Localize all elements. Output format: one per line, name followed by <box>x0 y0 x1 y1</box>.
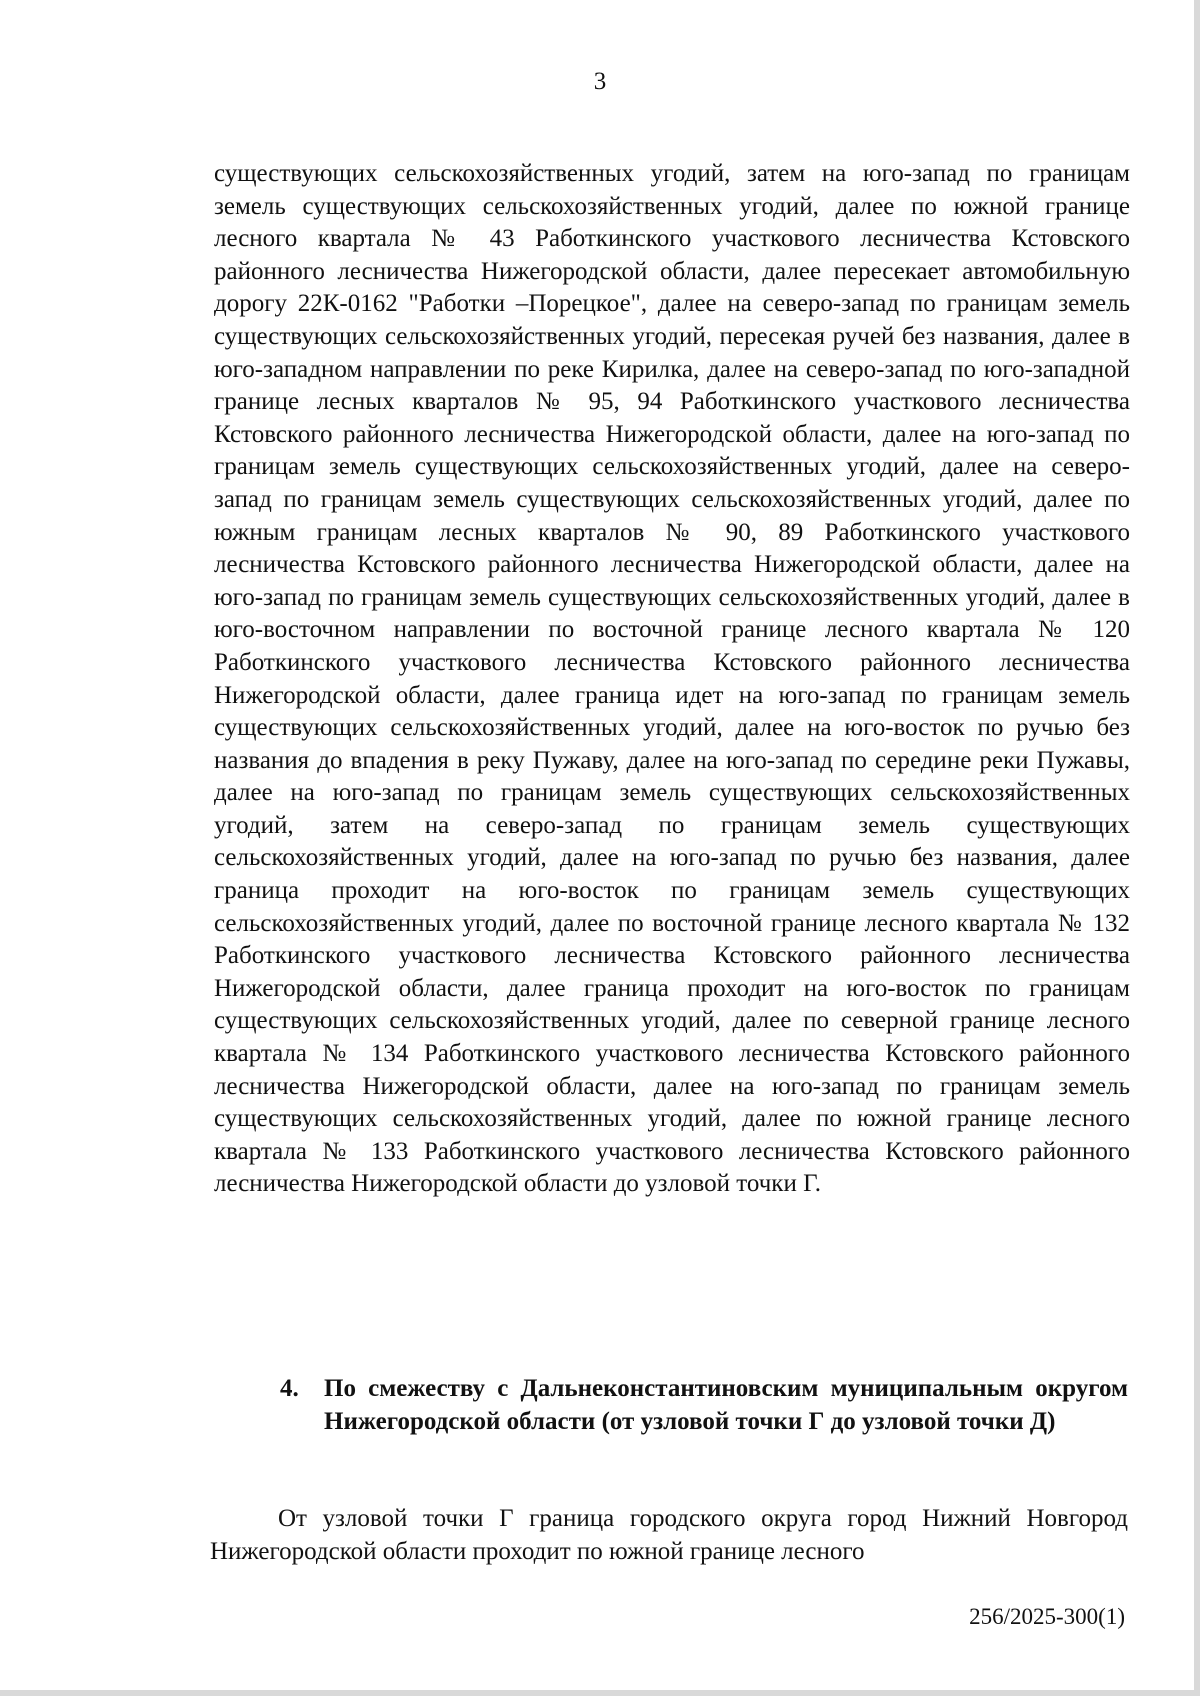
section-intro-paragraph: От узловой точки Г граница городского округа город Нижний Новгород Нижегородской области проходит по южной границе лесного <box>210 1505 1128 1565</box>
document-code: 256/2025-300(1) <box>969 1604 1125 1629</box>
scan-edge-right <box>1194 0 1200 1696</box>
page-number: 3 <box>593 68 607 95</box>
boundary-description-paragraph: существующих сельскохозяйственных угодий, затем на юго-запад по границам земель существующих сельскохозяйственных угодий, далее по южной границе лесного квартала № 43 Работкинского участкового лесничества Кстовского районного лесничества Нижегородской области, далее пересекает автомобильную дорогу 22К-0162 "Работки –Порецкое", далее на северо-запад по границам земель существующих сельскохозяйственных угодий, пересекая ручей без названия, далее в юго-западном направлении по реке Кирилка, далее на северо-запад по юго-западной границе лесных кварталов № 95, 94 Работкинского участкового лесничества Кстовского районного лесничества Нижегородской области, далее на юго-запад по границам земель существующих сельскохозяйственных угодий, далее на северо-запад по границам земель существующих сельскохозяйственных угодий, далее по южным границам лесных кварталов № 90, 89 Работкинского участкового лесничества Кстовского районного лесничества Нижегородской области, далее на юго-запад по границам земель существующих сельскохозяйственных угодий, далее в юго-восточном направлении по восточной границе лесного квартала № 120 Работкинского участкового лесничества Кстовского районного лесничества Нижегородской области, далее граница идет на юго-запад по границам земель существующих сельскохозяйственных угодий, далее на юго-восток по ручью без названия до впадения в реку Пужаву, далее на юго-запад по середине реки Пужавы, далее на юго-запад по границам земель существующих сельскохозяйственных угодий, затем на северо-запад по границам земель существующих сельскохозяйственных угодий, далее на юго-запад по ручью без названия, далее граница проходит на юго-восток по границам земель существующих сельскохозяйственных угодий, далее по восточной границе лесного квартала № 132 Работкинского участкового лесничества Кстовского районного лесничества Нижегородской области, далее граница проходит на юго-восток по границам существующих сельскохозяйственных угодий, далее по северной границе лесного квартала № 134 Работкинского участкового лесничества Кстовского районного лесничества Нижегородской области, далее на юго-запад по границам земель существующих сельскохозяйственных угодий, далее по южной границе лесного квартала № 133 Работкинского участкового лесничества Кстовского районного лесничества Нижегородской области до узловой точки Г. <box>214 160 1130 1198</box>
section-heading <box>280 1372 1128 1438</box>
scan-edge-bottom <box>0 1690 1200 1696</box>
section-number: 4. <box>280 1375 299 1402</box>
section-title: По смежеству с Дальнеконстантиновским муниципальным округом Нижегородской области (от узловой точки Г до узловой точки Д) <box>324 1375 1128 1435</box>
